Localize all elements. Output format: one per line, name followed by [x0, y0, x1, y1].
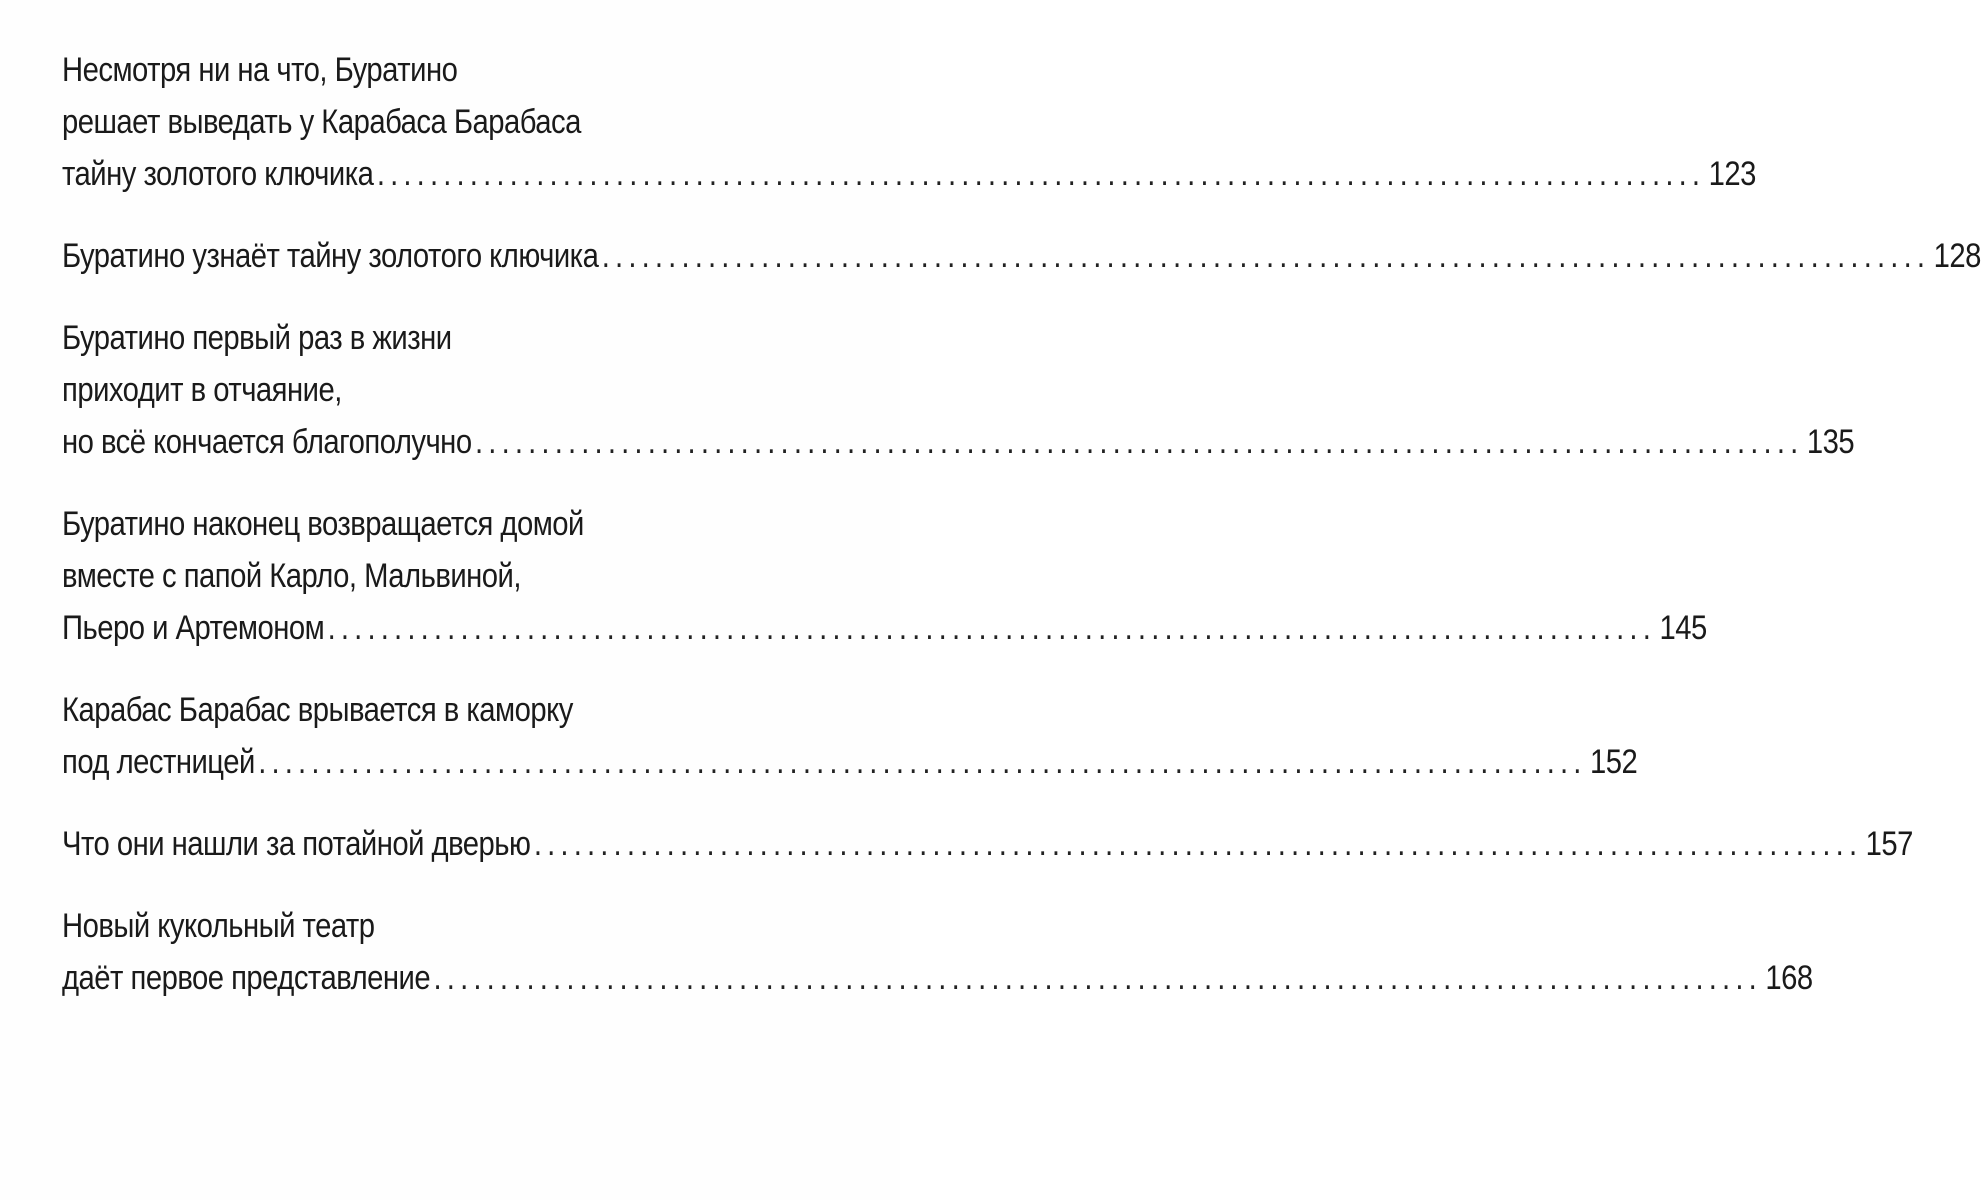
toc-entry: [62, 312, 1855, 468]
toc-entry: [62, 684, 1638, 788]
dot-leader: ....................................................................................................: [433, 959, 1762, 997]
dot-leader: ....................................................................................................: [475, 423, 1804, 461]
toc-entry-title-line: Буратино первый раз в жизни: [62, 319, 452, 357]
table-of-contents: [62, 44, 1981, 1034]
toc-entry: [62, 230, 1981, 282]
toc-page-number: 135: [1806, 423, 1855, 461]
toc-entry-title-line: решает выведать у Карабаса Барабаса: [62, 103, 581, 141]
toc-entry-title-line: Что они нашли за потайной дверью: [62, 825, 531, 863]
toc-entry-title-line: тайну золотого ключика: [62, 155, 374, 193]
toc-entry-title-line: Новый кукольный театр: [62, 907, 375, 945]
toc-entry-title-line: Буратино узнаёт тайну золотого ключика: [62, 237, 599, 275]
toc-page-number: 157: [1865, 825, 1913, 863]
toc-page-number: 128: [1933, 237, 1981, 275]
toc-page-number: 152: [1590, 743, 1638, 781]
toc-entry-title-line: Буратино наконец возвращается домой: [62, 505, 584, 543]
toc-entry-title-line: но всё кончается благополучно: [62, 423, 472, 461]
toc-entry-title-line: Карабас Барабас врывается в каморку: [62, 691, 573, 729]
dot-leader: ....................................................................................................: [533, 825, 1863, 863]
toc-entry-title-line: вместе с папой Карло, Мальвиной,: [62, 557, 521, 595]
dot-leader: ....................................................................................................: [376, 155, 1706, 193]
toc-entry: [62, 818, 1913, 870]
dot-leader: ....................................................................................................: [601, 237, 1931, 275]
toc-entry: [62, 44, 1756, 200]
toc-entry-title-line: Пьеро и Артемоном: [62, 609, 325, 647]
dot-leader: ....................................................................................................: [327, 609, 1657, 647]
toc-entry-title-line: под лестницей: [62, 743, 255, 781]
toc-page-number: 168: [1765, 959, 1813, 997]
toc-entry-title-line: Несмотря ни на что, Буратино: [62, 51, 458, 89]
toc-entry-title-line: приходит в отчаяние,: [62, 371, 342, 409]
toc-page-number: 123: [1708, 155, 1756, 193]
toc-page-number: 145: [1659, 609, 1707, 647]
toc-entry-title-line: даёт первое представление: [62, 959, 431, 997]
toc-entry: [62, 900, 1813, 1004]
dot-leader: ....................................................................................................: [258, 743, 1587, 781]
toc-entry: [62, 498, 1707, 654]
